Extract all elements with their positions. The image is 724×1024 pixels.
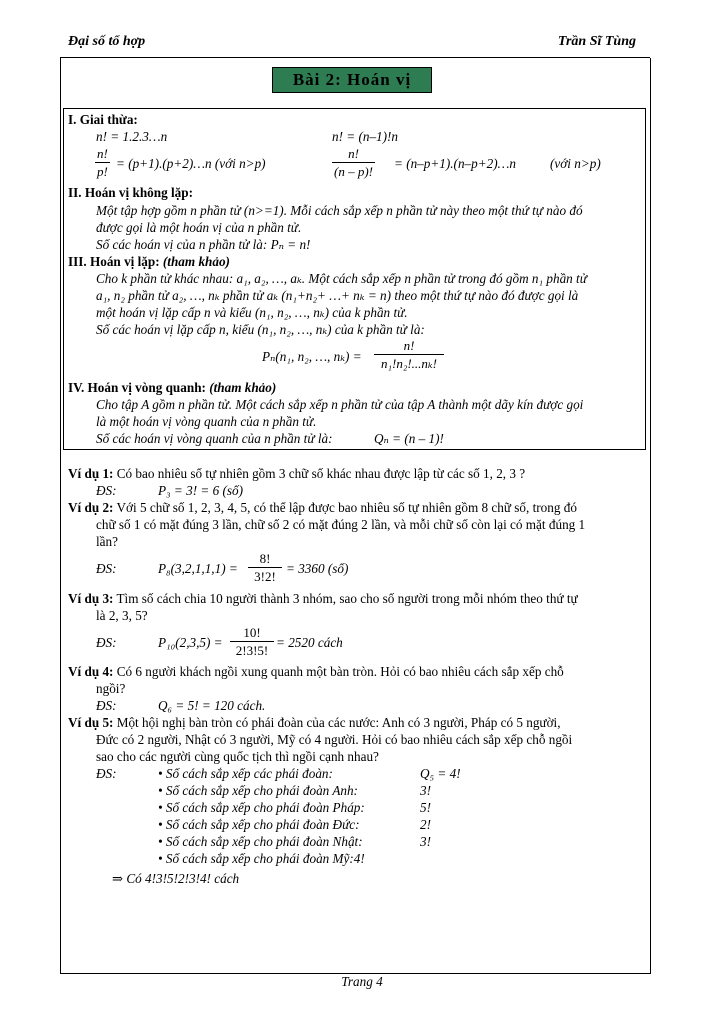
section-3-line-1: Cho k phần tử khác nhau: a₁, a₂, …, aₖ. Một cách sắp xếp n phần tử trong đó gồm n₁ phần tử [96, 271, 587, 286]
section-1-heading: I. Giai thừa: [68, 112, 138, 127]
fraction-numerator: n! [97, 146, 108, 161]
example-4-answer: Q₆ = 5! = 120 cách. [158, 698, 266, 713]
example-2 [68, 499, 577, 516]
example-5-item: • Số cách sắp xếp cho phái đoàn Anh: [158, 783, 358, 798]
example-1-text: Có bao nhiêu số tự nhiên gồm 3 chữ số khác nhau được lập từ các số 1, 2, 3 ? [113, 466, 526, 481]
example-5-item-value: 2! [420, 817, 431, 832]
fraction-numerator: 8! [259, 551, 271, 566]
section-4-note: (tham khảo) [209, 380, 277, 395]
circular-permutation-formula: Qₙ = (n – 1)! [374, 431, 444, 446]
example-2-lhs: P₈(3,2,1,1,1) = [158, 561, 238, 576]
section-4-line-1: Cho tập A gồm n phần tử. Một cách sắp xếp n phần tử của tập A thành một dãy kín được gọi [96, 397, 584, 412]
factorial-formula-2: n! = (n–1)!n [332, 129, 399, 144]
example-4-line-1: Có 6 người khách ngồi xung quanh một bàn tròn. Hỏi có bao nhiêu cách sắp xếp chỗ [113, 664, 564, 679]
lesson-title: Bài 2: Hoán vị [272, 67, 432, 93]
example-2-line-2: chữ số 1 có mặt đúng 3 lần, chữ số 2 có mặt đúng 2 lần, và mỗi chữ số còn lại có mặt đúng 1 [96, 517, 586, 532]
factorial-formula-3: = (p+1).(p+2)…n (với n>p) [116, 156, 266, 171]
section-2-line-2: được gọi là một hoán vị của n phần tử. [96, 220, 302, 235]
example-3-result: = 2520 cách [276, 635, 343, 650]
section-3-line-4: Số các hoán vị lặp cấp n, kiểu (n₁, n₂, …, nₖ) của k phần tử là: [96, 322, 425, 337]
example-2-line-1: Với 5 chữ số 1, 2, 3, 4, 5, có thể lập được bao nhiêu số tự nhiên gồm 8 chữ số, trong đó [113, 500, 577, 515]
example-3-line-1: Tìm số cách chia 10 người thành 3 nhóm, sao cho số người trong mỗi nhóm theo thứ tự [113, 591, 578, 606]
example-5-line-2: Đức có 2 người, Nhật có 3 người, Mỹ có 4 người. Hỏi có bao nhiêu cách sắp xếp chỗ ngồi [96, 732, 573, 747]
fraction-numerator: 10! [243, 625, 261, 640]
section-3-title: III. Hoán vị lặp: [68, 254, 163, 269]
fraction-denominator: 3!2! [248, 567, 282, 585]
example-1-label: Ví dụ 1: [68, 466, 114, 481]
example-5-line-3: sao cho các người cùng quốc tịch thì ngồi cạnh nhau? [96, 749, 379, 764]
example-3-line-2: là 2, 3, 5? [96, 608, 148, 623]
example-5-item: • Số cách sắp xếp các phái đoàn: [158, 766, 333, 781]
fraction-denominator: 2!3!5! [230, 641, 274, 659]
example-1-answer: P₃ = 3! = 6 (số) [158, 483, 244, 498]
example-2-line-3: lần? [96, 534, 118, 549]
example-2-label: Ví dụ 2: [68, 500, 114, 515]
example-5-item-value: 3! [420, 834, 431, 849]
example-3-fraction [230, 625, 274, 659]
section-4-line-2: là một hoán vị vòng quanh của n phần tử. [96, 414, 317, 429]
section-2-line-3: Số các hoán vị của n phần tử là: Pₙ = n! [96, 237, 311, 252]
example-5-item: • Số cách sắp xếp cho phái đoàn Pháp: [158, 800, 365, 815]
example-5-item: • Số cách sắp xếp cho phái đoàn Đức: [158, 817, 360, 832]
fraction-n-over-nminusp [332, 146, 375, 180]
example-5-line-1: Một hội nghị bàn tròn có phái đoàn của các nước: Anh có 3 người, Pháp có 5 người, [113, 715, 561, 730]
example-4 [68, 663, 564, 680]
example-5-item-value: 3! [420, 783, 431, 798]
example-5-item-value: 5! [420, 800, 431, 815]
section-3-line-2: a₁, n₂ phần tử a₂, …, nₖ phần tử aₖ (n₁+n₂+ …+ nₖ = n) theo một thứ tự nào đó được gọi là [96, 288, 579, 303]
page-number: Trang 4 [341, 974, 383, 989]
fraction-n-over-p [95, 146, 110, 180]
section-4-line-3: Số các hoán vị vòng quanh của n phần tử là: [96, 431, 333, 446]
header-author: Trần Sĩ Tùng [557, 34, 636, 49]
example-5-item-value: Q₅ = 4! [420, 766, 461, 781]
section-2-line-1: Một tập hợp gồm n phần tử (n>=1). Mỗi cách sắp xếp n phần tử này theo một thứ tự nào đó [96, 203, 583, 218]
example-5-ds: ĐS: [96, 766, 117, 781]
factorial-formula-4: = (n–p+1).(n–p+2)…n [394, 156, 516, 171]
permutation-repeat-fraction [374, 338, 444, 372]
section-2-heading: II. Hoán vị không lặp: [68, 185, 193, 200]
permutation-repeat-lhs: Pₙ(n₁, n₂, …, nₖ) = [262, 349, 362, 364]
example-3 [68, 590, 578, 607]
example-2-result: = 3360 (số) [286, 561, 349, 576]
example-4-ds: ĐS: [96, 698, 117, 713]
section-3-note: (tham khảo) [162, 254, 230, 269]
example-4-line-2: ngồi? [96, 681, 126, 696]
example-1-ds: ĐS: [96, 483, 117, 498]
example-3-label: Ví dụ 3: [68, 591, 114, 606]
section-3-line-3: một hoán vị lặp cấp n và kiểu (n₁, n₂, …, nₖ) của k phần tử. [96, 305, 408, 320]
example-5 [68, 714, 561, 731]
factorial-formula-4-condition: (với n>p) [550, 156, 601, 171]
fraction-denominator: n₁!n₂!...nₖ! [374, 354, 444, 372]
section-3-heading [68, 253, 230, 270]
header-subject: Đại số tổ hợp [68, 34, 146, 49]
fraction-denominator: (n – p)! [334, 164, 373, 179]
example-4-label: Ví dụ 4: [68, 664, 114, 679]
fraction-numerator: n! [348, 146, 359, 161]
example-5-item: • Số cách sắp xếp cho phái đoàn Mỹ:4! [158, 851, 365, 866]
fraction-numerator: n! [403, 338, 415, 353]
example-2-fraction [248, 551, 282, 585]
example-3-lhs: P₁₀(2,3,5) = [158, 635, 223, 650]
section-4-heading [68, 379, 276, 396]
example-5-item: • Số cách sắp xếp cho phái đoàn Nhật: [158, 834, 363, 849]
fraction-denominator: p! [97, 164, 108, 179]
example-5-label: Ví dụ 5: [68, 715, 114, 730]
factorial-formula-1: n! = 1.2.3…n [96, 129, 168, 144]
example-3-ds: ĐS: [96, 635, 117, 650]
section-4-title: IV. Hoán vị vòng quanh: [68, 380, 210, 395]
example-1 [68, 465, 525, 482]
example-2-ds: ĐS: [96, 561, 117, 576]
example-5-result: ⇒ Có 4!3!5!2!3!4! cách [112, 871, 240, 886]
